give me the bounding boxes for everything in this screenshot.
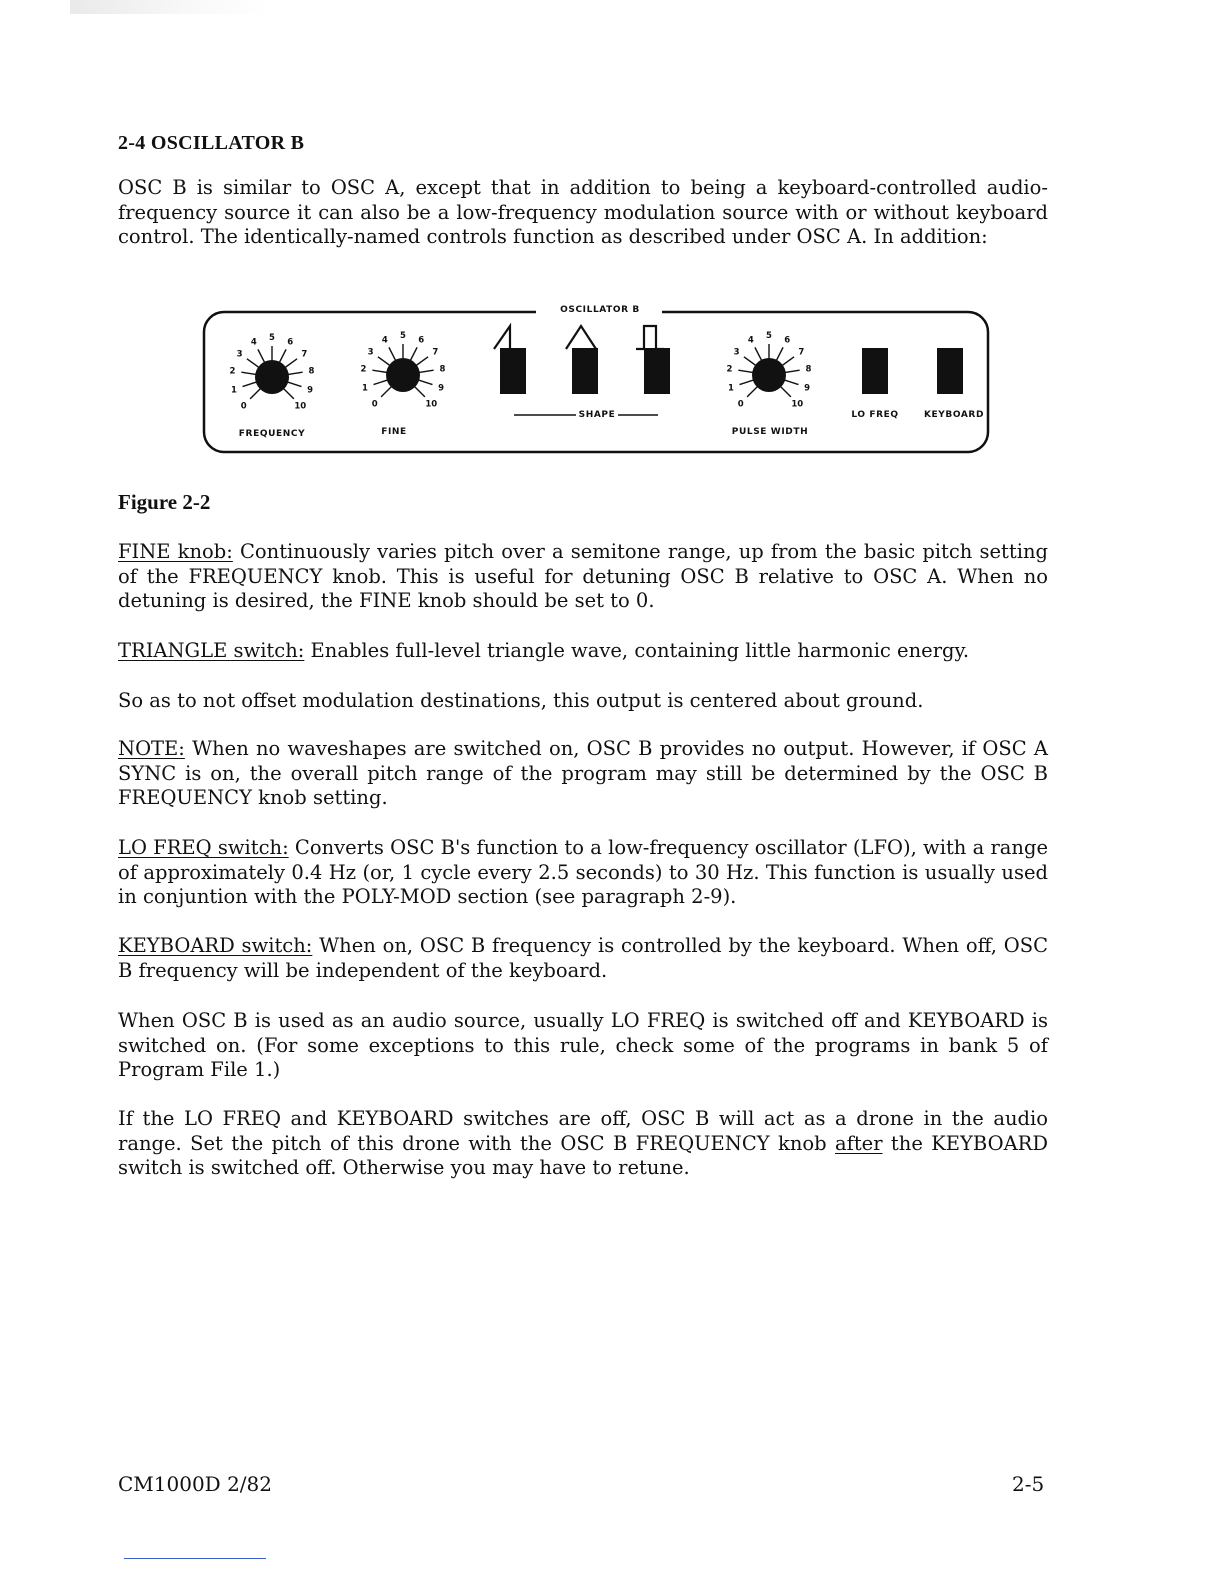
pulse-width-dial-number: 4	[747, 335, 754, 346]
panel-drawing	[198, 296, 998, 460]
fine-knob-term: FINE knob:	[118, 540, 233, 563]
keyboard-switch[interactable]	[937, 348, 963, 394]
lo-freq-paragraph	[118, 836, 1048, 910]
fine-dial-number: 9	[438, 383, 445, 394]
pulse-width-dial-number: 7	[798, 347, 805, 358]
triangle-wave-icon	[566, 326, 596, 349]
fine-dial-number: 7	[432, 347, 439, 358]
frequency-dial-number: 3	[236, 349, 243, 360]
fine-dial-number: 2	[360, 364, 367, 375]
keyboard-label: KEYBOARD	[923, 410, 985, 420]
keyboard-switch-term: KEYBOARD switch:	[118, 934, 313, 957]
note-paragraph	[118, 737, 1048, 811]
pulse-width-knob[interactable]	[727, 331, 812, 409]
pulse-width-dial-number: 9	[804, 383, 811, 394]
drone-text-start: If the LO FREQ and KEYBOARD switches are off, OSC B will act as a drone in the audio range. Set the pitch of this drone with the OSC B FREQUENCY knob	[118, 1107, 1048, 1155]
scan-speck	[70, 0, 270, 14]
section-title: 2-4 OSCILLATOR B	[118, 132, 305, 154]
triangle-switch[interactable]	[572, 348, 598, 394]
fine-knob-paragraph	[118, 540, 1048, 614]
fine-dial-number: 10	[425, 399, 438, 410]
drone-text-end: the KEYBOARD switch is switched off. Otherwise you may have to retune.	[118, 1131, 1048, 1179]
pulse-width-dial-number: 5	[766, 331, 772, 341]
frequency-dial-number: 5	[269, 333, 275, 343]
fine-dial-number: 8	[439, 364, 446, 375]
frequency-knob-label: FREQUENCY	[238, 429, 306, 439]
keyboard-switch-paragraph	[118, 934, 1048, 983]
fine-dial-number: 3	[367, 347, 374, 358]
pulse-width-dial-number: 10	[791, 399, 804, 410]
frequency-dial-number: 0	[240, 401, 247, 412]
sawtooth-wave-icon	[494, 326, 510, 349]
triangle-switch-term: TRIANGLE switch:	[118, 639, 305, 662]
audio-source-paragraph: When OSC B is used as an audio source, usually LO FREQ is switched off and KEYBOARD is switched on. (For some exceptions to this rule, check some of the programs in bank 5 of Program File 1.)	[118, 1009, 1048, 1081]
drone-emphasis: after	[835, 1131, 883, 1155]
frequency-dial-number: 7	[301, 349, 308, 360]
drone-paragraph	[118, 1107, 1048, 1181]
shape-label: SHAPE	[578, 410, 616, 420]
frequency-dial-number: 1	[230, 385, 237, 396]
frequency-dial-number: 9	[307, 385, 314, 396]
frequency-dial-number: 4	[250, 337, 257, 348]
pulse-width-dial-number: 6	[784, 335, 791, 346]
frequency-knob[interactable]	[230, 333, 315, 411]
lo-freq-text: Converts OSC B's function to a low-frequency oscillator (LFO), with a range of approximately 0.4 Hz (or, 1 cycle every 2.5 seconds) to 30 Hz. This function is usually used in conjuntion with the POLY-MOD section (see paragraph 2-9).	[118, 836, 1048, 908]
pulse-width-dial-number: 2	[726, 364, 733, 375]
page-number: 2-5	[1012, 1472, 1045, 1496]
keyboard-switch-text: When on, OSC B frequency is controlled by the keyboard. When off, OSC B frequency will be independent of the keyboard.	[118, 934, 1048, 982]
frequency-knob-cap[interactable]	[255, 360, 289, 394]
fine-dial-number: 6	[418, 335, 425, 346]
lo-freq-switch[interactable]	[862, 348, 888, 394]
note-term: NOTE:	[118, 737, 185, 760]
fine-knob[interactable]	[361, 331, 446, 409]
sawtooth-switch[interactable]	[500, 348, 526, 394]
panel-title: OSCILLATOR B	[560, 305, 640, 315]
note-text: When no waveshapes are switched on, OSC B provides no output. However, if OSC A SYNC is on, the overall pitch range of the program may still be determined by the OSC B FREQUENCY knob setting.	[118, 737, 1048, 809]
triangle-switch-text: Enables full-level triangle wave, containing little harmonic energy.	[304, 639, 970, 662]
fine-dial-number: 1	[361, 383, 368, 394]
lo-freq-term: LO FREQ switch:	[118, 836, 289, 859]
fine-knob-text: Continuously varies pitch over a semitone range, up from the basic pitch setting of the FREQUENCY knob. This is useful for detuning OSC B relative to OSC A. When no detuning is desired, the FINE knob should be set to 0.	[118, 540, 1048, 612]
pulse-width-knob-cap[interactable]	[752, 358, 786, 392]
oscillator-b-panel-figure	[198, 296, 998, 460]
fine-dial-number: 0	[371, 399, 378, 410]
pulse-width-dial-number: 3	[733, 347, 740, 358]
frequency-dial-number: 8	[308, 366, 315, 377]
pulse-width-dial-number: 8	[805, 364, 812, 375]
lo-freq-label: LO FREQ	[851, 410, 899, 420]
fine-dial-number: 4	[381, 335, 388, 346]
frequency-dial-number: 6	[287, 337, 294, 348]
fine-knob-label: FINE	[381, 427, 407, 437]
fine-knob-cap[interactable]	[386, 358, 420, 392]
fine-dial-number: 5	[400, 331, 406, 341]
pulse-width-knob-label: PULSE WIDTH	[731, 427, 809, 437]
pulse-width-dial-number: 0	[737, 399, 744, 410]
frequency-dial-number: 2	[229, 366, 236, 377]
figure-caption: Figure 2-2	[118, 490, 211, 514]
pulse-wave-icon	[636, 326, 664, 349]
intro-paragraph: OSC B is similar to OSC A, except that in addition to being a keyboard-controlled audio-frequency source it can also be a low-frequency modulation source with or without keyboard control. The identically-named controls function as described under OSC A. In addition:	[118, 176, 1048, 248]
triangle-switch-paragraph	[118, 639, 1048, 664]
offset-paragraph: So as to not offset modulation destinations, this output is centered about ground.	[118, 689, 924, 712]
bottom-rule	[124, 1558, 266, 1559]
frequency-dial-number: 10	[294, 401, 307, 412]
pulse-switch[interactable]	[644, 348, 670, 394]
pulse-width-dial-number: 1	[727, 383, 734, 394]
document-code: CM1000D 2/82	[118, 1472, 272, 1496]
